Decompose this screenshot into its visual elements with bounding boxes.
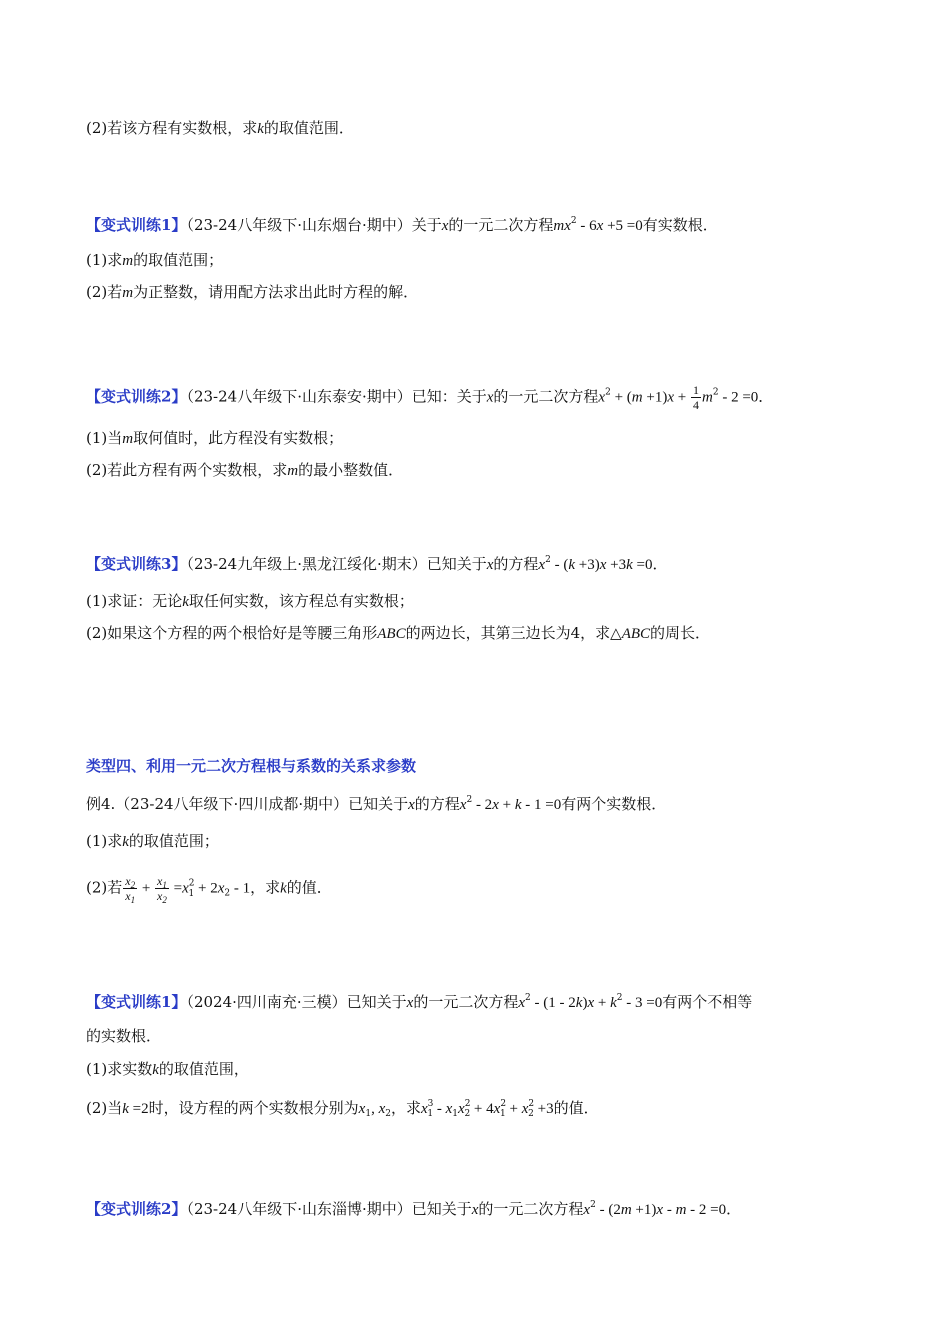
problem-header: 例4.（23-24八年级下·四川成都·期中）已知关于x的方程$x^2 - 2x + k - 1 =0$有两个实数根．	[86, 795, 667, 813]
variant-tag: 【变式训练2】	[86, 1200, 187, 1218]
problem-header: 【变式训练3】（23-24九年级上·黑龙江绥化·期末）已知关于x的方程$x^2 - (k +3)x +3k =0$．	[86, 555, 668, 573]
section-heading: 类型四、利用一元二次方程根与系数的关系求参数	[86, 757, 417, 775]
question-line: (1)求实数k的取值范围，	[86, 1060, 249, 1078]
problem-header: 【变式训练1】（2024·四川南充·三模）已知关于x的一元二次方程$x^2 - (1 - 2k)x + k^2 - 3 =0$有两个不相等	[86, 993, 753, 1011]
question-line: (2)若此方程有两个实数根，求m的最小整数值．	[86, 461, 404, 479]
problem-header: 【变式训练2】（23-24八年级下·山东泰安·期中）已知：关于x的一元二次方程$x^2 + (m +1)x$ + $\frac{1}{4}$ $m^2 - 2 =0$．	[86, 383, 774, 412]
variant-tag: 【变式训练3】	[86, 555, 187, 573]
question-line: (1)求证：无论k取任何实数，该方程总有实数根；	[86, 592, 414, 610]
question-line: (1)当m取何值时，此方程没有实数根；	[86, 429, 344, 447]
question-line: (1)求k的取值范围；	[86, 832, 219, 850]
question-line: 的实数根．	[86, 1027, 162, 1045]
variant-tag: 【变式训练1】	[86, 993, 187, 1011]
problem-header: 【变式训练2】（23-24八年级下·山东淄博·期中）已知关于x的一元二次方程$x^2 - (2m +1)x - m - 2 =0$．	[86, 1200, 742, 1218]
question-line: (2)若 $\frac{x_2}{x_1}$ + $\frac{x_1}{x_2}$ $=x^2_1 + 2x_2 - 1$，求k的值．	[86, 874, 332, 905]
problem-header: 【变式训练1】（23-24八年级下·山东烟台·期中）关于x的一元二次方程$mx^2 - 6x +5 =0$有实数根．	[86, 216, 718, 234]
question-line: (1)求m的取值范围；	[86, 251, 224, 269]
question-line: (2)若m为正整数，请用配方法求出此时方程的解．	[86, 283, 419, 301]
question-line: (2)当k =2时，设方程的两个实数根分别为$x_1$, $x_2$，求$x^3_1 - x_1x^2_2 + 4x^2_1 + x^2_2 +3$的值．	[86, 1099, 599, 1119]
question-line: (2)若该方程有实数根，求k的取值范围．	[86, 119, 354, 137]
variant-tag: 【变式训练1】	[86, 216, 187, 234]
variant-tag: 【变式训练2】	[86, 387, 187, 406]
question-line: (2)如果这个方程的两个根恰好是等腰三角形ABC的两边长，其第三边长为4，求△ABC的周长．	[86, 624, 711, 642]
